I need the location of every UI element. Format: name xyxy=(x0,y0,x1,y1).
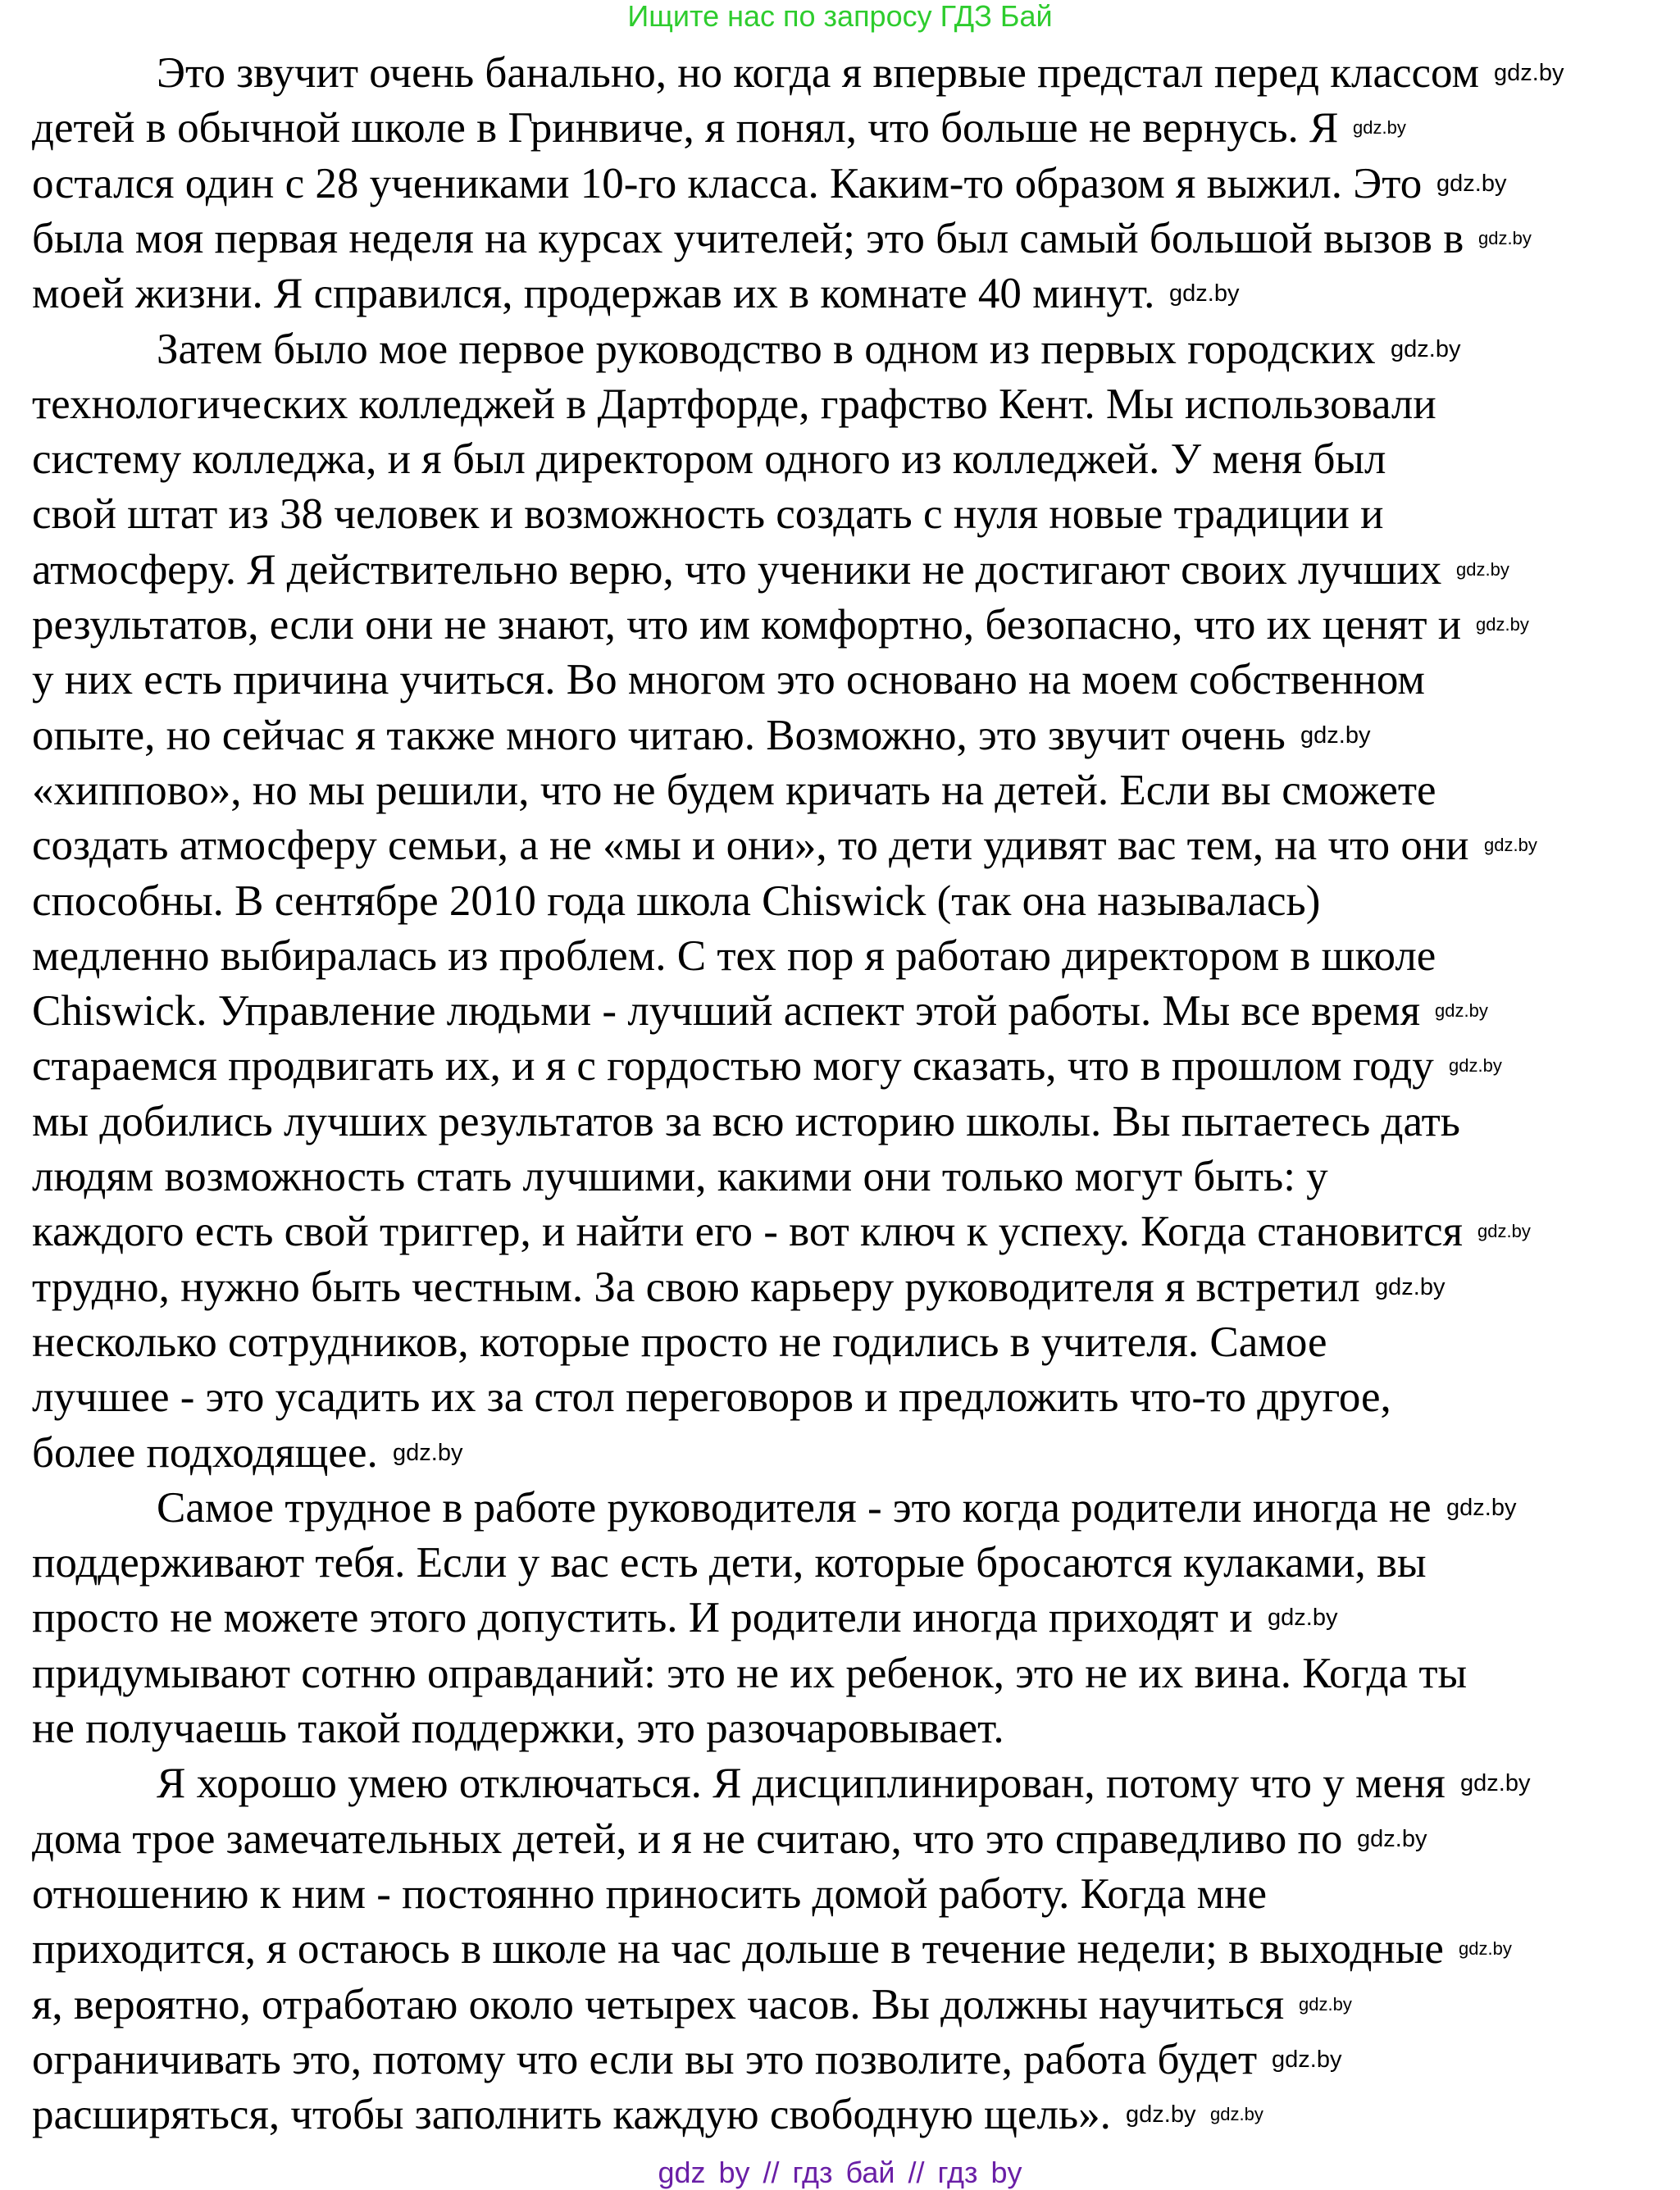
text-line: свой штат из 38 человек и возможность создать с нуля новые традиции и xyxy=(32,490,1384,539)
text-line: дома трое замечательных детей, и я не считаю, что это справедливо по xyxy=(32,1814,1343,1863)
text-line: расширяться, чтобы заполнить каждую свободную щель». xyxy=(32,2091,1111,2139)
text-line: придумывают сотню оправданий: это не их ребенок, это не их вина. Когда ты xyxy=(32,1649,1468,1697)
text-line: Chiswick. Управление людьми - лучший аспект этой работы. Мы все время xyxy=(32,987,1421,1036)
text-line: у них есть причина учиться. Во многом это основано на моем собственном xyxy=(32,656,1425,704)
search-hint-header: Ищите нас по запросу ГДЗ Бай xyxy=(627,0,1053,33)
text-line: атмосферу. Я действительно верю, что ученики не достигают своих лучших xyxy=(32,545,1442,594)
text-line: лучшее - это усадить их за стол переговоров и предложить что-то другое, xyxy=(32,1373,1391,1422)
gdz-watermark: gdz.by xyxy=(1299,1993,1352,2015)
text-line: медленно выбиралась из проблем. С тех пор я работаю директором в школе xyxy=(32,931,1436,980)
text-line: опыте, но сейчас я также много читаю. Возможно, это звучит очень xyxy=(32,711,1286,759)
text-line: создать атмосферу семьи, а не «мы и они», то дети удивят вас тем, на что они xyxy=(32,822,1469,870)
text-line: каждого есть свой триггер, и найти его - вот ключ к успеху. Когда становится xyxy=(32,1208,1463,1256)
gdz-watermark: gdz.by xyxy=(1300,722,1371,749)
text-line: не получаешь такой поддержки, это разочаровывает. xyxy=(32,1705,1004,1752)
text-line: детей в обычной школе в Гринвиче, я понял, что больше не вернусь. Я xyxy=(32,104,1339,153)
gdz-watermark: gdz.by xyxy=(393,1439,463,1466)
text-line: я, вероятно, отработаю около четырех часов. Вы должны научиться xyxy=(32,1980,1285,2028)
text-line: более подходящее. xyxy=(32,1428,378,1477)
gdz-watermark: gdz.by xyxy=(1446,1494,1517,1521)
text-line: моей жизни. Я справился, продержав их в комнате 40 минут. xyxy=(32,270,1155,318)
gdz-watermark: gdz.by xyxy=(1272,2046,1342,2073)
text-line: отношению к ним - постоянно приносить домой работу. Когда мне xyxy=(32,1869,1268,1918)
gdz-watermark: gdz.by xyxy=(1449,1055,1502,1077)
text-line: стараемся продвигать их, и я с гордостью могу сказать, что в прошлом году xyxy=(32,1042,1434,1090)
text-line: Я хорошо умею отключаться. Я дисциплинирован, потому что у меня xyxy=(157,1760,1446,1808)
text-line: Затем было мое первое руководство в одном из первых городских xyxy=(157,325,1376,373)
gdz-watermark: gdz.by xyxy=(1169,280,1240,307)
text-line: мы добились лучших результатов за всю историю школы. Вы пытаетесь дать xyxy=(32,1097,1460,1145)
text-line: технологических колледжей в Дартфорде, графство Кент. Мы использовали xyxy=(32,380,1436,428)
text-line: людям возможность стать лучшими, какими они только могут быть: у xyxy=(32,1153,1328,1200)
text-line: систему колледжа, и я был директором одного из колледжей. У меня был xyxy=(32,435,1386,484)
text-line: способны. В сентябре 2010 года школа Chiswick (так она называлась) xyxy=(32,876,1321,925)
site-footer-links[interactable]: gdz by // гдз бай // гдз by xyxy=(658,2156,1022,2189)
gdz-watermark: gdz.by xyxy=(1494,60,1564,86)
text-line: ограничивать это, потому что если вы это позволите, работа будет xyxy=(32,2035,1258,2083)
gdz-watermark: gdz.by xyxy=(1353,117,1406,139)
gdz-watermark: gdz.by xyxy=(1477,1221,1531,1242)
gdz-watermark: gdz.by xyxy=(1435,1000,1488,1022)
gdz-watermark: gdz.by xyxy=(1357,1825,1427,1852)
gdz-watermark: gdz.by xyxy=(1268,1605,1338,1632)
gdz-watermark: gdz.by xyxy=(1460,1770,1531,1797)
text-line: просто не можете этого допустить. И родители иногда приходят и xyxy=(32,1594,1253,1642)
gdz-watermark: gdz.by xyxy=(1210,2104,1263,2125)
text-line: поддерживают тебя. Если у вас есть дети, которые бросаются кулаками, вы xyxy=(32,1539,1427,1587)
text-line: трудно, нужно быть честным. За свою карьеру руководителя я встретил xyxy=(32,1263,1360,1311)
gdz-watermark: gdz.by xyxy=(1476,614,1529,635)
gdz-watermark: gdz.by xyxy=(1456,558,1509,580)
gdz-watermark: gdz.by xyxy=(1478,227,1532,248)
gdz-watermark: gdz.by xyxy=(1126,2101,1196,2129)
gdz-watermark: gdz.by xyxy=(1459,1938,1512,1960)
text-line: «хиппово», но мы решили, что не будем кричать на детей. Если вы сможете xyxy=(32,766,1436,814)
gdz-watermark: gdz.by xyxy=(1375,1273,1446,1300)
text-line: приходится, я остаюсь в школе на час дольше в течение недели; в выходные xyxy=(32,1925,1444,1974)
gdz-watermark: gdz.by xyxy=(1484,835,1537,856)
text-line: результатов, если они не знают, что им комфортно, безопасно, что их ценят и xyxy=(32,601,1462,649)
text-line: несколько сотрудников, которые просто не годились в учителя. Самое xyxy=(32,1318,1327,1366)
gdz-watermark: gdz.by xyxy=(1436,170,1507,197)
text-line: была моя первая неделя на курсах учителей; это был самый большой вызов в xyxy=(32,214,1464,262)
gdz-watermark: gdz.by xyxy=(1391,335,1461,362)
text-line: Это звучит очень банально, но когда я впервые предстал перед классом xyxy=(157,49,1480,97)
text-line: остался один с 28 учениками 10-го класса. Каким-то образом я выжил. Это xyxy=(32,159,1423,207)
text-line: Самое трудное в работе руководителя - это когда родители иногда не xyxy=(157,1483,1432,1532)
